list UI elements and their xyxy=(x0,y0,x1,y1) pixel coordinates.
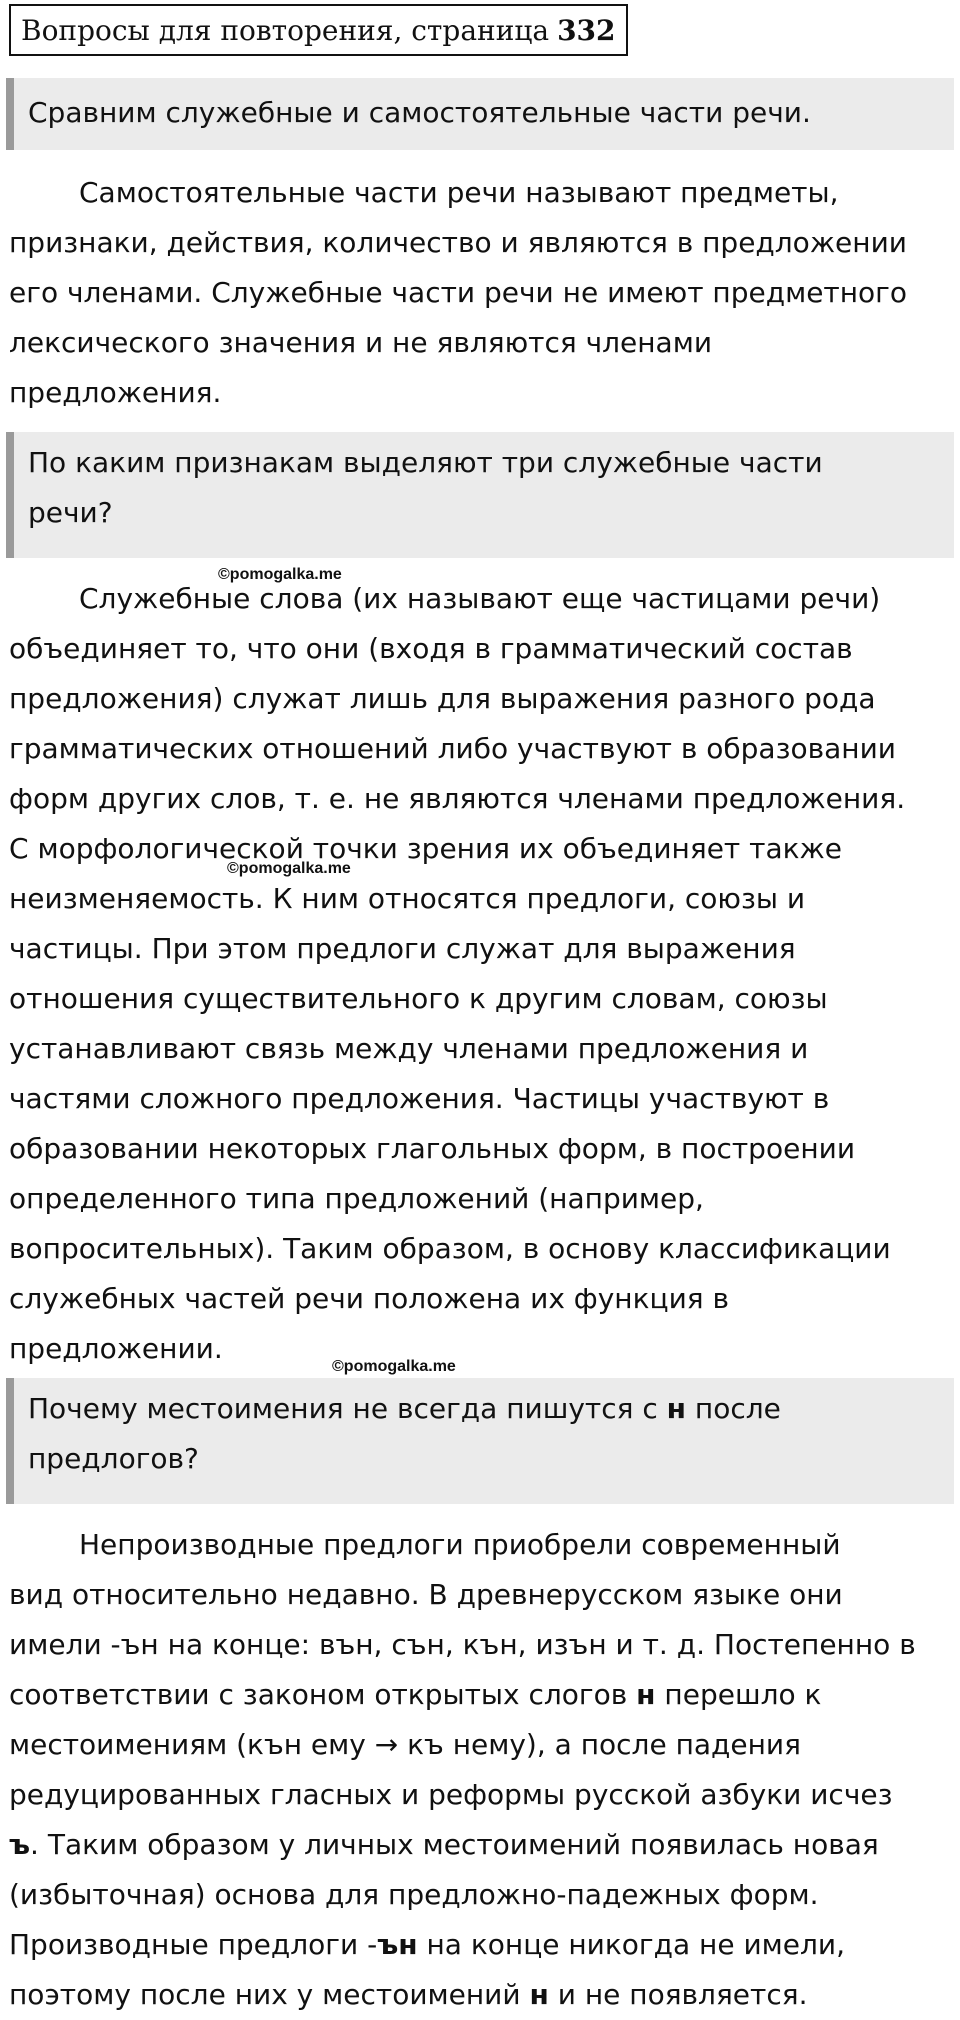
question-box-2 xyxy=(6,432,954,558)
answer-line: отношения существительного к другим словам, союзы xyxy=(9,982,828,1015)
question-2-line: речи? xyxy=(28,496,113,529)
answer-1 xyxy=(9,168,955,418)
answer-line: соответствии с законом открытых слогов н перешло к xyxy=(9,1678,822,1711)
answer-line: поэтому после них у местоимений н и не появляется. xyxy=(9,1978,808,2011)
answer-line: неизменяемость. К ним относятся предлоги, союзы и xyxy=(9,882,806,915)
question-3-line: Почему местоимения не всегда пишутся с н после xyxy=(28,1392,781,1425)
answer-line: (избыточная) основа для предложно-падежных форм. xyxy=(9,1878,819,1911)
watermark: ©pomogalka.me xyxy=(227,860,351,877)
answer-line: частицы. При этом предлоги служат для выражения xyxy=(9,932,796,965)
answer-line: имели -ън на конце: вън, сън, кън, изън и т. д. Постепенно в xyxy=(9,1628,916,1661)
answer-line: предложения. xyxy=(9,376,222,409)
answer-line: определенного типа предложений (например, xyxy=(9,1182,704,1215)
answer-line: признаки, действия, количество и являются в предложении xyxy=(9,226,907,259)
watermark: ©pomogalka.me xyxy=(218,566,342,583)
watermark: ©pomogalka.me xyxy=(332,1358,456,1375)
question-box-3 xyxy=(6,1378,954,1504)
question-2-line: По каким признакам выделяют три служебные части xyxy=(28,446,823,479)
letter-n-bold: н xyxy=(666,1392,687,1425)
question-box-1 xyxy=(6,78,954,150)
answer-line: ъ. Таким образом у личных местоимений появилась новая xyxy=(9,1828,879,1861)
answer-line: предложении. xyxy=(9,1332,223,1365)
answer-line: грамматических отношений либо участвуют в образовании xyxy=(9,732,896,765)
answer-line: лексического значения и не являются членами xyxy=(9,326,713,359)
letter-hard-sign-bold: ъ xyxy=(9,1828,31,1861)
suffix-bold: ън xyxy=(377,1928,418,1961)
letter-n-bold: н xyxy=(636,1678,656,1711)
answer-line: служебных частей речи положена их функция в xyxy=(9,1282,730,1315)
page-title xyxy=(9,4,628,56)
answer-line: редуцированных гласных и реформы русской азбуки исчез xyxy=(9,1778,893,1811)
answer-line: Служебные слова (их называют еще частицами речи) xyxy=(79,582,881,615)
answer-3 xyxy=(9,1520,955,2020)
page-number: 332 xyxy=(557,13,616,47)
question-1-line: Сравним служебные и самостоятельные части речи. xyxy=(28,96,811,129)
answer-line: форм других слов, т. е. не являются членами предложения. xyxy=(9,782,906,815)
page-title-text: Вопросы для повторения, страница xyxy=(21,13,550,47)
answer-line: объединяет то, что они (входя в грамматический состав xyxy=(9,632,853,665)
letter-n-bold: н xyxy=(529,1978,549,2011)
answer-line: образовании некоторых глагольных форм, в построении xyxy=(9,1132,856,1165)
question-3-line: предлогов? xyxy=(28,1442,199,1475)
answer-line: Самостоятельные части речи называют предметы, xyxy=(79,176,839,209)
answer-line: Непроизводные предлоги приобрели современный xyxy=(79,1528,841,1561)
answer-line: Производные предлоги -ън на конце никогда не имели, xyxy=(9,1928,846,1961)
answer-2 xyxy=(9,574,955,1374)
answer-line: предложения) служат лишь для выражения разного рода xyxy=(9,682,876,715)
answer-line: С морфологической точки зрения их объединяет также xyxy=(9,832,842,865)
answer-line: его членами. Служебные части речи не имеют предметного xyxy=(9,276,908,309)
answer-line: устанавливают связь между членами предложения и xyxy=(9,1032,809,1065)
answer-line: вид относительно недавно. В древнерусском языке они xyxy=(9,1578,843,1611)
answer-line: вопросительных). Таким образом, в основу классификации xyxy=(9,1232,891,1265)
answer-line: местоимениям (кън ему → къ нему), а после падения xyxy=(9,1728,801,1761)
answer-line: частями сложного предложения. Частицы участвуют в xyxy=(9,1082,830,1115)
